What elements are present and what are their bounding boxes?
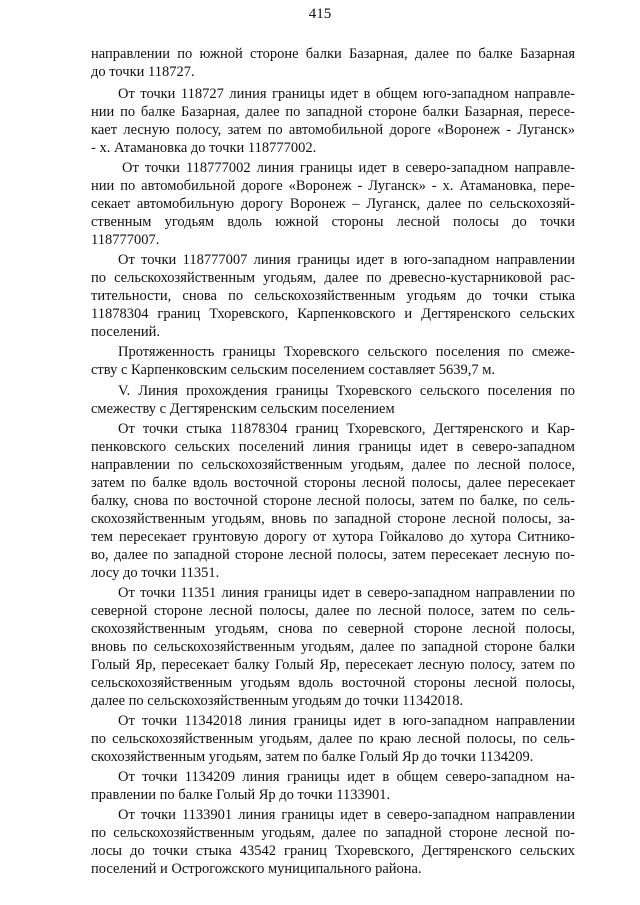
text-line: ству с Карпенковским сельским поселением составляет 5639,7 м. (91, 362, 496, 378)
text-line: скохозяйственным угодьям, вновь по западной стороне лесной полосы, за- (91, 511, 575, 527)
text-line: От точки 11342018 линия границы идет в юго-западном направлении (118, 713, 575, 729)
page-number: 415 (308, 6, 332, 22)
text-line: сельскохозяйственным угодьям вдоль восточной стороны лесной полосы, (91, 675, 575, 691)
text-line: тем пересекает грунтовую дорогу от хутора Гойкалово до хутора Ситнико- (91, 529, 575, 545)
text-line: Протяженность границы Тхоревского сельского поселения по смеже- (118, 344, 575, 360)
text-line: От точки 1133901 линия границы идет в северо-западном направлении (118, 807, 575, 823)
text-line: тительности, снова по сельскохозяйственным угодьям до точки стыка (91, 288, 575, 304)
text-line: От точки 1134209 линия границы идет в общем северо-западном на- (118, 769, 575, 785)
text-line: по сельскохозяйственным угодьям, далее по краю лесной полосы, по сель- (91, 731, 575, 747)
text-line: - х. Атамановка до точки 118777002. (91, 140, 317, 156)
text-line: северной стороне лесной полосы, далее по лесной полосе, затем по сель- (91, 603, 575, 619)
text-line: От точки 118777002 линия границы идет в северо-западном направле- (122, 160, 575, 176)
text-line: во, далее по западной стороне лесной полосы, затем пересекает лесную по- (91, 547, 575, 563)
text-line: поселений и Острогожского муниципального района. (91, 861, 422, 877)
text-line: От точки 118727 линия границы идет в общем юго-западном направле- (118, 86, 575, 102)
text-line: нии по балке Базарная, далее по западной стороне балки Базарная, пересе- (91, 104, 575, 120)
text-line: ственным угодьям вдоль южной стороны лесной полосы до точки (91, 214, 575, 230)
text-line: затем по балке вдоль восточной стороны лесной полосы, далее пересекает (91, 475, 575, 491)
text-line: От точки стыка 11878304 границ Тхоревского, Дегтяренского и Кар- (118, 421, 575, 437)
text-line: смежеству с Дегтяренским сельским поселением (91, 401, 395, 417)
text-line: направлении по сельскохозяйственным угодьям, далее по лесной полосе, (91, 457, 575, 473)
text-line: От точки 11351 линия границы идет в северо-западном направлении по (118, 585, 575, 601)
text-line: по сельскохозяйственным угодьям, далее по западной стороне лесной по- (91, 825, 575, 841)
text-line: поселений. (91, 324, 160, 340)
text-line: правлении по балке Голый Яр до точки 1133901. (91, 787, 391, 803)
text-line: далее по сельскохозяйственным угодьям до точки 11342018. (91, 693, 464, 709)
text-line: От точки 118777007 линия границы идет в юго-западном направлении (118, 252, 575, 268)
text-line: кает лесную полосу, затем по автомобильной дороге «Воронеж - Луганск» (91, 122, 575, 138)
text-line: пенковского сельских поселений линия границы идет в северо-западном (91, 439, 575, 455)
text-line: скохозяйственным угодьям, затем по балке Голый Яр до точки 1134209. (91, 749, 534, 765)
text-line: балку, снова по восточной стороне лесной полосы, затем по балке, по сель- (91, 493, 575, 509)
text-line: лосы до точки стыка 43542 границ Тхоревского, Дегтяренского сельских (91, 843, 575, 859)
text-line: Голый Яр, пересекает балку Голый Яр, пересекает лесную полосу, затем по (91, 657, 575, 673)
text-line: по сельскохозяйственным угодьям, далее по древесно-кустарниковой рас- (91, 270, 575, 286)
text-line: секает автомобильную дорогу Воронеж – Луганск, далее по сельскохозяй- (91, 196, 575, 212)
text-line: скохозяйственным угодьям, снова по северной стороне лесной полосы, (91, 621, 575, 637)
text-line: 11878304 границ Тхоревского, Карпенковского и Дегтяренского сельских (91, 306, 575, 322)
text-line: 118777007. (91, 232, 160, 248)
text-line: направлении по южной стороне балки Базарная, далее по балке Базарная (91, 46, 575, 62)
text-line: лосу до точки 11351. (91, 565, 220, 581)
text-line: до точки 118727. (91, 64, 195, 80)
text-line: V. Линия прохождения границы Тхоревского сельского поселения по (118, 383, 575, 399)
text-line: вновь по сельскохозяйственным угодьям, далее по западной стороне балки (91, 639, 575, 655)
text-line: нии по автомобильной дороге «Воронеж - Луганск» - х. Атамановка, пере- (91, 178, 575, 194)
